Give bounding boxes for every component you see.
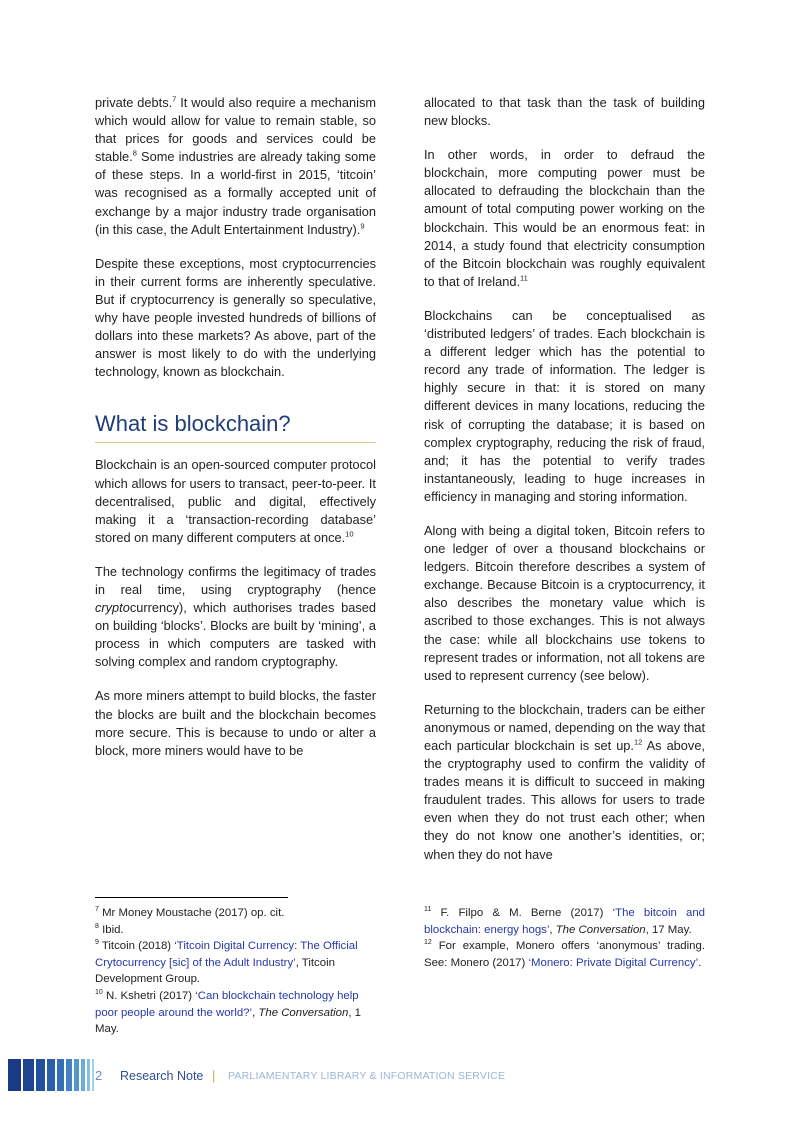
right-paragraph-1: allocated to that task than the task of building new blocks. xyxy=(424,95,705,129)
footnote-10-link[interactable]: ‘Can blockchain technology help poor people around the world?’ xyxy=(95,989,359,1019)
footnote-12-link[interactable]: ‘Monero: Private Digital Currency’ xyxy=(528,956,699,969)
footer-stripe xyxy=(87,1059,90,1091)
footer-label: Research Note xyxy=(120,1069,204,1083)
left-paragraph-3: Blockchain is an open-sourced computer protocol which allows for users to transact, peer-to-peer. It decentralised, public and digital, effectively making it a ‘transaction-recording database’ stored on many different computers at once.$^{10}$ xyxy=(95,457,376,545)
footnotes-right xyxy=(424,905,705,971)
footer-stripe xyxy=(57,1059,64,1091)
left-paragraph-1: private debts.$^7$ It would also require a mechanism which would allow for value to remain stable, so that prices for goods and services could be stable.$^8$ Some industries are already taking some of these steps. In a world-first in 2015, ‘titcoin’ was recognised as a formally accepted unit of exchange by a major industry trade organisation (in this case, the Adult Entertainment Industry).$^9$ xyxy=(95,94,377,237)
footnote-7: $^7$ Mr Money Moustache (2017) op. cit. xyxy=(95,906,285,919)
footer-stripe xyxy=(36,1059,45,1091)
footnote-9-link[interactable]: ‘Titcoin Digital Currency: The Official Crytocurrency [sic] of the Adult Industry’ xyxy=(95,940,358,969)
footer-stripe xyxy=(66,1059,72,1091)
footnote-12: $^{12}$ For example, Monero offers ‘anonymous’ trading. See: Monero (2017) ‘Monero: Private Digital Currency’. xyxy=(424,939,705,969)
footer-stripe xyxy=(47,1059,55,1091)
footnote-11-link[interactable]: ‘The bitcoin and blockchain: energy hogs’ xyxy=(424,907,706,936)
right-paragraph-4: Along with being a digital token, Bitcoin refers to one ledger of over a thousand blockchains or ledgers. Bitcoin therefore describes a system of exchange. Because Bitcoin is a cryptocurrency, it also describes the monetary value which is ascribed to those exchanges. This is not always the case: while all blockchains use tokens to represent trades or information, not all tokens are used to represent currency (see below). xyxy=(424,522,705,683)
footer-stripe xyxy=(23,1059,34,1091)
footnote-rule xyxy=(95,897,288,898)
page-footer xyxy=(0,1059,800,1091)
footnotes-left xyxy=(95,905,376,1038)
page-number: 2 xyxy=(95,1068,103,1083)
right-paragraph-5: Returning to the blockchain, traders can be either anonymous or named, depending on the way that each particular blockchain is set up.$^{12}$ As above, the cryptography used to confirm the validity of trades means it is difficult to succeed in making fraudulent trades. This allows for users to trade even when they do not trust each other; when they do not know one another’s identities, or; when they do not have xyxy=(424,701,706,862)
footnote-10: $^{10}$ N. Kshetri (2017) ‘Can blockchain technology help poor people around the world?’, The Conversation, 1 May. xyxy=(95,989,361,1036)
left-paragraph-4: The technology confirms the legitimacy of trades in real time, using cryptography (hence cryptocurrency), which authorises trades based on building ‘blocks’. Blocks are built by ‘mining’, a process in which computers are tasked with solving complex and random cryptography. xyxy=(95,563,376,670)
footnote-11: $^{11}$ F. Filpo & M. Berne (2017) ‘The bitcoin and blockchain: energy hogs’, The Conversation, 17 May. xyxy=(424,906,706,936)
footnote-9: $^9$ Titcoin (2018) ‘Titcoin Digital Currency: The Official Crytocurrency [sic] of the Adult Industry’, Titcoin Development Group. xyxy=(95,939,358,986)
right-paragraph-3: Blockchains can be conceptualised as ‘distributed ledgers’ of trades. Each blockchain is a different ledger which has the potential to record any trade of information. The ledger is highly secure in that: it is stored on many different devices in many locations, reducing the risk of corrupting the database; it is based on complex cryptography, reducing the risk of fraud, and; it has the potential to verify trades instantaneously, leading to huge increases in efficiency in managing and storing information. xyxy=(424,307,705,504)
left-paragraph-2: Despite these exceptions, most cryptocurrencies in their current forms are inherently speculative. But if cryptocurrency is generally so speculative, why have people invested hundreds of billions of dollars into these markets? As above, part of the answer is most likely to do with the underlying technology, known as blockchain. xyxy=(95,255,376,380)
footer-service-name: PARLIAMENTARY LIBRARY & INFORMATION SERVICE xyxy=(228,1070,506,1082)
footer-stripe xyxy=(74,1059,79,1091)
footer-stripe-logo xyxy=(8,1059,96,1091)
left-paragraph-5: As more miners attempt to build blocks, the faster the blocks are built and the blockchain becomes more secure. This is because to undo or alter a block, more miners would have to be xyxy=(95,688,376,758)
footer-stripe xyxy=(81,1059,85,1091)
right-column xyxy=(424,94,705,880)
footer-stripe xyxy=(92,1059,94,1091)
left-column xyxy=(95,94,376,776)
footnote-8: $^8$ Ibid. xyxy=(95,922,124,936)
right-paragraph-2: In other words, in order to defraud the blockchain, more computing power must be allocated to defrauding the blockchain than the amount of total computing power working on the blockchain. This would be an enormous feat: in 2014, a study found that electricity consumption of the Bitcoin blockchain was roughly equivalent to that of Ireland.$^{11}$ xyxy=(424,147,705,289)
footer-separator: | xyxy=(212,1068,216,1083)
section-heading: What is blockchain? xyxy=(95,409,376,443)
footer-stripe xyxy=(8,1059,21,1091)
